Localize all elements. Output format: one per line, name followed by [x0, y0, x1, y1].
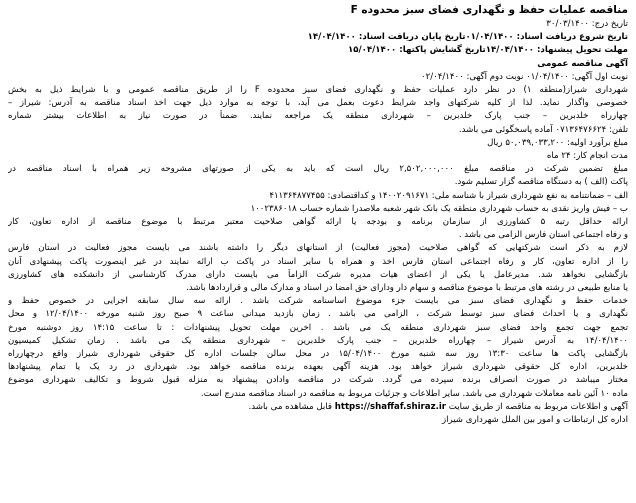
body-line: چهارراه خلدبرین – جنب پارک خلدبرین – شهرداری منطقه یک مراجعه نمایند. ضمناً در صورت نیاز به اطلاعات بیشتر شماره	[8, 111, 628, 122]
notice-title: مناقصه عملیات حفظ و نگهداری فضای سبز محدوده F	[350, 4, 628, 16]
body-line: نوبت اول آگهی: ۰۱/۰۴/۱۴۰۰ نوبت دوم آگهی: ۰۲/۰۴/۱۴۰۰	[421, 71, 628, 82]
website-info-prefix: آگهی و اطلاعات مربوط به مناقصه از طریق سایت	[448, 401, 628, 412]
body-line: لازم به ذکر است شرکتهایی که گواهی صلاحیت (مجوز فعالیت) از استانهای دیگر را داشته باشند می بایست مجوز فعالیت در استان فارس	[8, 243, 628, 254]
body-line: خصوصی واگذار نماید. لذا از کلیه شرکتهای واجد شرایط دعوت بعمل می آید، با توجه به موارد ذیل جهت اخذ اسناد مناقصه به آدرس: شیراز –	[8, 98, 628, 109]
body-line: را از اداره تعاون، کار و رفاه اجتماعی استان فارس اخذ و همراه با سایر اسناد در پاکت ب ارائه نمایند در غیر اینصورت پاکت پیشنهادی آنان	[8, 256, 628, 267]
body-line: پاکت (الف ) به دستگاه مناقصه گزار تسلیم شود.	[454, 177, 628, 188]
body-line: شهرداری شیراز(منطقه ۱) در نظر دارد عملیات حفظ و نگهداری فضای سبز محدوده F را از طریق مناقصه عمومی و با شرایط ذیل به بخش	[8, 85, 628, 96]
website-link[interactable]: https://shaffaf.shiraz.ir	[334, 401, 447, 412]
body-line: ب – فیش واریز نقدی به حساب شهرداری منطقه یک بانک شهر شعبه ملاصدرا شماره حساب ۱۰۰۲۳۸۶۰۱۸	[250, 203, 628, 214]
body-line: ارائه حداقل رتبه ۵ کشاورزی از سازمان برنامه و بودجه یا ارائه گواهی صلاحیت معتبر مرتبط با موضوع مناقصه از اداره تعاون، کار	[8, 217, 628, 228]
body-line: بازگشایی پاکت ها ساعت ۱۳:۳۰ روز سه شنبه مورخ ۱۵/۰۴/۱۴۰۰ در محل سالن جلسات اداره کل حقوقی شهرداری شیراز واقع درچهارراه	[8, 349, 628, 360]
notice-body	[8, 71, 628, 401]
body-line: تجمع جهت تجمع واحد فضای سبز شهرداری منطقه یک می باشد . اخرین مهلت تحویل پیشنهادات : تا ساعت ۱۴:۱۵ روز دوشنبه مورخ	[8, 322, 628, 333]
body-line: مبلغ تضمین شرکت در مناقصه مبلغ ۲,۵۰۲,۰۰۰,۰۰۰ ریال است که باید به یکی از صورتهای مشروحه زیر همراه با اسناد مناقصه در	[8, 164, 628, 175]
publish-date: تاریخ درج: ۳۰/۰۳/۱۴۰۰	[546, 19, 628, 29]
body-line: خلدبرین، اداره کل حقوقی شهرداری شیراز خواهد بود. هزینه آگهی بعهده برنده مناقصه خواهد بود. شهرداری در رد یک یا تمام پیشنهادها	[8, 362, 628, 373]
body-line: تلفن: ۰۷۱۳۶۴۷۶۶۲۴ آماده پاسخگوئی می باشد.	[458, 124, 628, 135]
website-info-suffix: قابل مشاهده می باشد.	[248, 401, 332, 412]
deadline-dates: مهلت تحویل پیشنهاد: ۱۴/۰۴/۱۴۰۰تاریخ گشایش پاکتها: ۱۵/۰۴/۱۴۰۰	[348, 45, 628, 56]
body-line: مدت انجام کار: ۲۴ ماه	[546, 151, 628, 162]
body-line: نگهداری و یا احداث فضای سبز توسط شرکت ، الزامی می باشد . زمان بازدید میدانی ساعت ۹ صبح روز شنبه مورخه ۱۲/۰۴/۱۴۰۰ و محل	[8, 309, 628, 320]
body-line: یا منابع طبیعی در رشته های مرتبط با موضوع مناقصه و سهام دار ودارای حق امضا در اسناد و مدارک مالی و قراردادها باشد.	[186, 283, 628, 294]
body-line: بازگشایی نخواهد شد. مدیرعامل یا یکی از اعضای هیات مدیره شرکت الزاماً می بایست دارای مدرک کارشناسی از دانشکده های کشاورزی	[8, 269, 628, 280]
body-line: الف – ضمانتنامه به نفع شهرداری شیراز با شناسه ملی: ۱۴۰۰۲۰۹۱۶۷۱ و کداقتصادی: ۴۱۱۳۶۴۸۷۷۴۵۵	[269, 190, 628, 201]
body-line: ماده ۱۰ آئین نامه معاملات شهرداری می باشد. سایر اطلاعات و جزئیات مربوط به مناقصه در اسناد مناقصه مندرج است.	[200, 388, 628, 399]
body-line: مختار میباشد در صورت انصراف برنده سپرده می گردد. شرکت در مناقصه وادادن پیشنهاد به منزله قبول شروط و تکالیف شهرداری موضوع	[8, 375, 628, 386]
document-dates: تاریخ شروع دریافت اسناد: ۰۱/۰۴/۱۴۰۰تاریخ پایان دریافت اسناد: ۱۴/۰۴/۱۴۰۰	[307, 32, 628, 43]
website-info	[8, 401, 628, 414]
body-line: ۱۴/۰۴/۱۴۰۰ به آدرس شیراز – چهارراه خلدبرین – جنب پارک خلدبرین – شهرداری منطقه یک می باشد . زمان تشکیل کمیسیون	[8, 335, 628, 346]
body-line: مبلغ برآورد اولیه: ۵۰,۰۳۹,۰۳۳,۲۰۰ ریال	[487, 137, 628, 148]
body-line: و رفاه اجتماعی استان فارس الزامی می باشد .	[458, 230, 628, 241]
signature: اداره کل ارتباطات و امور بین الملل شهرداری شیراز	[441, 415, 628, 426]
notice-category: آگهی مناقصه عمومی	[537, 58, 628, 69]
body-line: خدمات حفظ و نگهداری فضای سبز می بایست جزء موضوع اساسنامه شرکت باشد . ارائه سه سال سابقه اجرایی در خصوص حفظ و	[8, 296, 628, 307]
